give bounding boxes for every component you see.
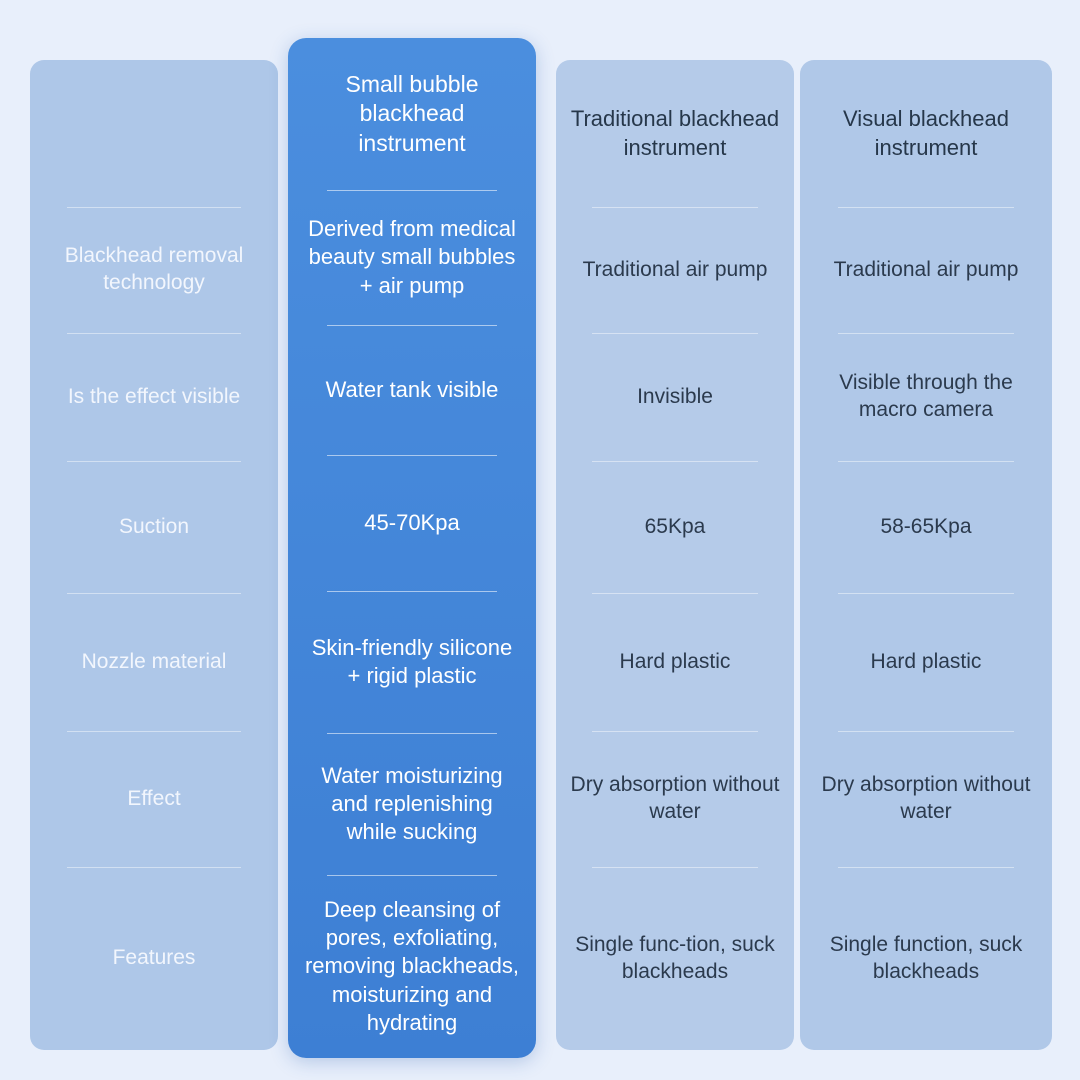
cell-small-bubble-technology bbox=[300, 190, 524, 325]
row-label-suction-text: Suction bbox=[118, 514, 190, 538]
cell-visual-features bbox=[810, 867, 1042, 1050]
cell-traditional-visibility-text: Invisible bbox=[637, 384, 713, 408]
row-label-visibility bbox=[40, 333, 268, 461]
cell-small-bubble-features bbox=[300, 875, 524, 1058]
cell-small-bubble-suction-text: 45-70Kpa bbox=[364, 509, 460, 535]
cell-small-bubble-visibility-text: Water tank visible bbox=[325, 376, 499, 402]
row-label-technology-text: Blackhead removal technology bbox=[64, 244, 244, 294]
cell-small-bubble-nozzle-material bbox=[300, 591, 524, 733]
column-small-bubble bbox=[288, 38, 536, 1058]
cell-traditional-effect-text: Dry absorption without water bbox=[570, 773, 780, 823]
cell-visual-nozzle-material-text: Hard plastic bbox=[870, 649, 982, 673]
row-label-nozzle-material bbox=[40, 593, 268, 731]
row-label-features-text: Features bbox=[112, 946, 196, 970]
cell-visual-suction bbox=[810, 461, 1042, 593]
column-traditional-header bbox=[566, 60, 784, 207]
column-traditional bbox=[556, 60, 794, 1050]
cell-traditional-technology bbox=[566, 207, 784, 333]
cell-visual-features-text: Single function, suck blackheads bbox=[829, 932, 1023, 983]
cell-small-bubble-suction bbox=[300, 455, 524, 591]
cell-visual-visibility-text: Visible through the macro camera bbox=[839, 371, 1013, 421]
cell-visual-effect-text: Dry absorption without water bbox=[821, 773, 1031, 823]
cell-small-bubble-visibility bbox=[300, 325, 524, 455]
cell-visual-effect bbox=[810, 731, 1042, 867]
cell-traditional-technology-text: Traditional air pump bbox=[582, 257, 768, 281]
row-label-features bbox=[40, 867, 268, 1050]
row-label-visibility-text: Is the effect visible bbox=[67, 384, 241, 408]
column-visual-header bbox=[810, 60, 1042, 207]
cell-small-bubble-effect-text: Water moisturizing and replenishing while sucking bbox=[321, 762, 503, 845]
row-label-header bbox=[40, 60, 268, 207]
cell-traditional-nozzle-material bbox=[566, 593, 784, 731]
column-visual-header-text: Visual blackhead instrument bbox=[843, 106, 1009, 160]
column-row-labels bbox=[30, 60, 278, 1050]
cell-visual-technology bbox=[810, 207, 1042, 333]
cell-small-bubble-effect bbox=[300, 733, 524, 875]
cell-traditional-effect bbox=[566, 731, 784, 867]
column-small-bubble-header bbox=[300, 38, 524, 190]
cell-traditional-suction-text: 65Kpa bbox=[644, 514, 706, 538]
row-label-effect-text: Effect bbox=[127, 786, 181, 810]
cell-traditional-visibility bbox=[566, 333, 784, 461]
cell-traditional-suction bbox=[566, 461, 784, 593]
row-label-nozzle-material-text: Nozzle material bbox=[81, 649, 227, 673]
row-label-effect bbox=[40, 731, 268, 867]
row-label-suction bbox=[40, 461, 268, 593]
cell-visual-nozzle-material bbox=[810, 593, 1042, 731]
column-small-bubble-header-text: Small bubble blackhead instrument bbox=[345, 70, 479, 156]
cell-traditional-features-text: Single func-tion, suck blackheads bbox=[575, 932, 775, 983]
row-label-technology bbox=[40, 207, 268, 333]
cell-traditional-nozzle-material-text: Hard plastic bbox=[619, 649, 731, 673]
cell-visual-suction-text: 58-65Kpa bbox=[880, 514, 972, 538]
column-visual bbox=[800, 60, 1052, 1050]
cell-small-bubble-nozzle-material-text: Skin-friendly silicone + rigid plastic bbox=[311, 634, 513, 688]
cell-traditional-features bbox=[566, 867, 784, 1050]
cell-small-bubble-technology-text: Derived from medical beauty small bubbles + air pump bbox=[308, 216, 516, 298]
cell-visual-visibility bbox=[810, 333, 1042, 461]
cell-small-bubble-features-text: Deep cleansing of pores, exfoliating, removing blackheads, moisturizing and hydrating bbox=[304, 897, 519, 1035]
column-traditional-header-text: Traditional blackhead instrument bbox=[570, 106, 780, 160]
cell-visual-technology-text: Traditional air pump bbox=[833, 257, 1019, 281]
